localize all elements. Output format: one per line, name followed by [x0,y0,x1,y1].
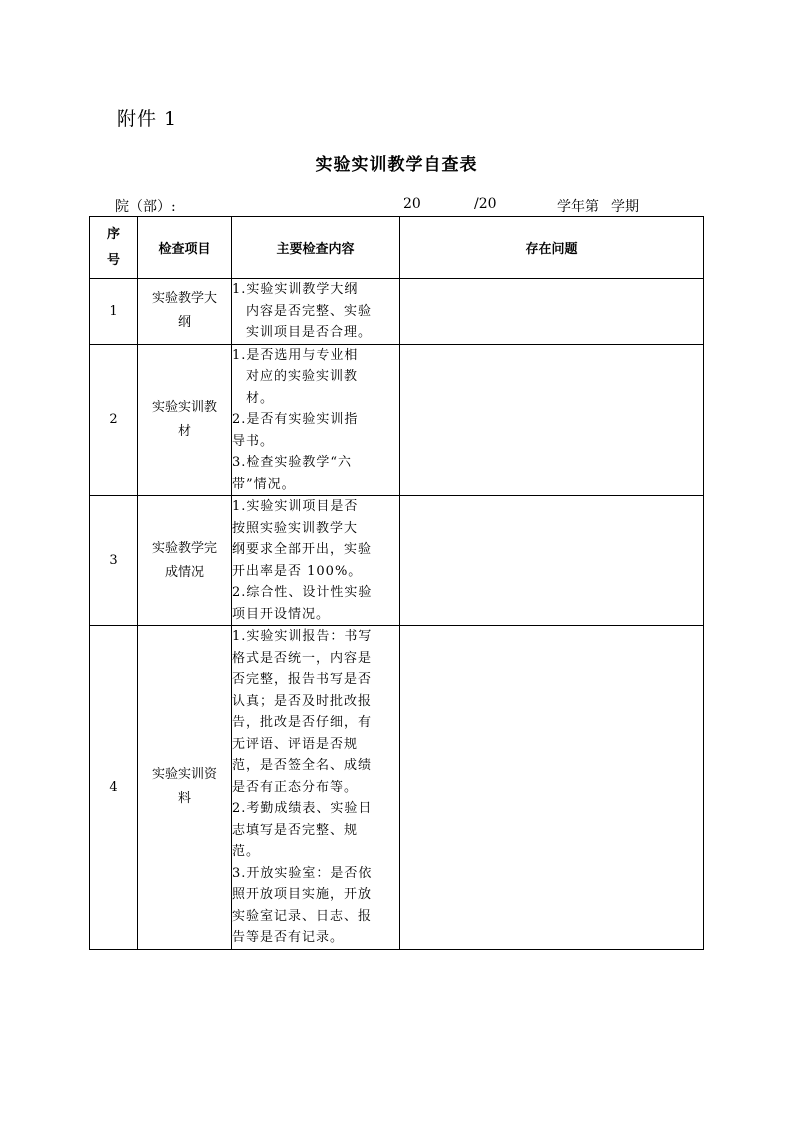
row-issues-input[interactable] [400,279,704,345]
header-serial-number [90,217,138,279]
check-item-line: 实验教学大 [151,291,217,307]
header-serial-line-1: 序 [106,226,120,242]
header-issues: 存在问题 [400,217,704,279]
check-item-line: 实验实训资 [151,767,217,783]
check-content-line: 告，批改是否仔细，有 [232,715,373,730]
check-content-line: 3.检查实验教学“六 [232,455,353,470]
row-issues-input[interactable] [400,496,704,626]
table-body [90,279,704,950]
table-row [90,626,704,950]
attachment-label: 附件 1 [117,108,178,130]
table-row [90,279,704,345]
check-content-line: 内容是否完整、实验 [232,303,373,319]
check-content-line: 格式是否统一，内容是 [232,650,373,666]
academic-year-start: 20 [403,196,421,212]
row-check-item [138,496,232,626]
document-title: 实验实训教学自查表 [315,155,478,175]
row-check-content [232,626,400,950]
check-content-line: 否完整，报告书写是否 [232,672,373,687]
check-content-line: 1.实验实训项目是否 [232,499,359,514]
check-content-line: 告等是否有记录。 [232,930,345,945]
check-content-line: 志填写是否完整、规 [232,822,359,838]
check-content-line: 实验室记录、日志、报 [232,908,373,924]
semester-label [557,196,651,216]
table-row [90,344,704,496]
check-content-line: 范，是否签全名、成绩 [232,758,373,773]
row-check-content [232,344,400,496]
check-content-line: 开出率是否 100%。 [232,563,363,579]
department-label: 院（部）: [115,199,176,215]
academic-year-end: /20 [474,196,497,212]
row-serial-number: 4 [90,626,138,950]
row-serial-number: 3 [90,496,138,626]
check-content-line: 2.综合性、设计性实验 [232,585,373,600]
check-content-line: 照开放项目实施，开放 [232,887,373,902]
check-content-line: 对应的实验实训教 [232,369,359,384]
row-check-content [232,279,400,345]
check-content-line: 1.实验实训报告：书写 [232,629,373,644]
check-content-line: 范。 [232,844,261,859]
check-item-line: 料 [177,791,191,807]
check-content-line: 3.开放实验室：是否依 [232,865,373,881]
check-content-line: 1.是否选用与专业相 [232,347,359,363]
row-issues-input[interactable] [400,626,704,950]
check-item-line: 材 [177,423,191,439]
row-check-item [138,279,232,345]
check-item-line: 实验教学完 [151,540,217,556]
row-issues-input[interactable] [400,344,704,496]
row-serial-number: 1 [90,279,138,345]
check-content-line: 导书。 [232,433,275,449]
check-content-line: 带”情况。 [232,476,296,492]
row-check-item [138,626,232,950]
check-content-line: 1.实验实训教学大纲 [232,282,359,297]
self-check-table [89,216,704,950]
semester-suffix: 学期 [611,199,639,215]
row-serial-number: 2 [90,344,138,496]
table-header-row [90,217,704,279]
check-content-line: 2.考勤成绩表、实验日 [232,801,373,816]
check-content-line: 认真；是否及时批改报 [232,693,373,709]
header-serial-line-2: 号 [106,252,120,268]
check-item-line: 实验实训教 [151,399,217,415]
table-row [90,496,704,626]
check-content-line: 是否有正态分布等。 [232,779,359,795]
check-content-line: 2.是否有实验实训指 [232,412,359,427]
academic-year-suffix: 学年第 [557,199,599,215]
row-check-item [138,344,232,496]
check-content-line: 无评语、评语是否规 [232,736,359,752]
header-check-item: 检查项目 [138,217,232,279]
check-content-line: 材。 [232,390,275,406]
check-content-line: 项目开设情况。 [232,606,331,622]
header-check-content: 主要检查内容 [232,217,400,279]
check-item-line: 成情况 [164,564,204,580]
check-content-line: 纲要求全部开出，实验 [232,542,373,557]
check-item-line: 纲 [177,315,191,331]
row-check-content [232,496,400,626]
check-content-line: 按照实验实训教学大 [232,520,359,536]
check-content-line: 实训项目是否合理。 [232,325,373,340]
